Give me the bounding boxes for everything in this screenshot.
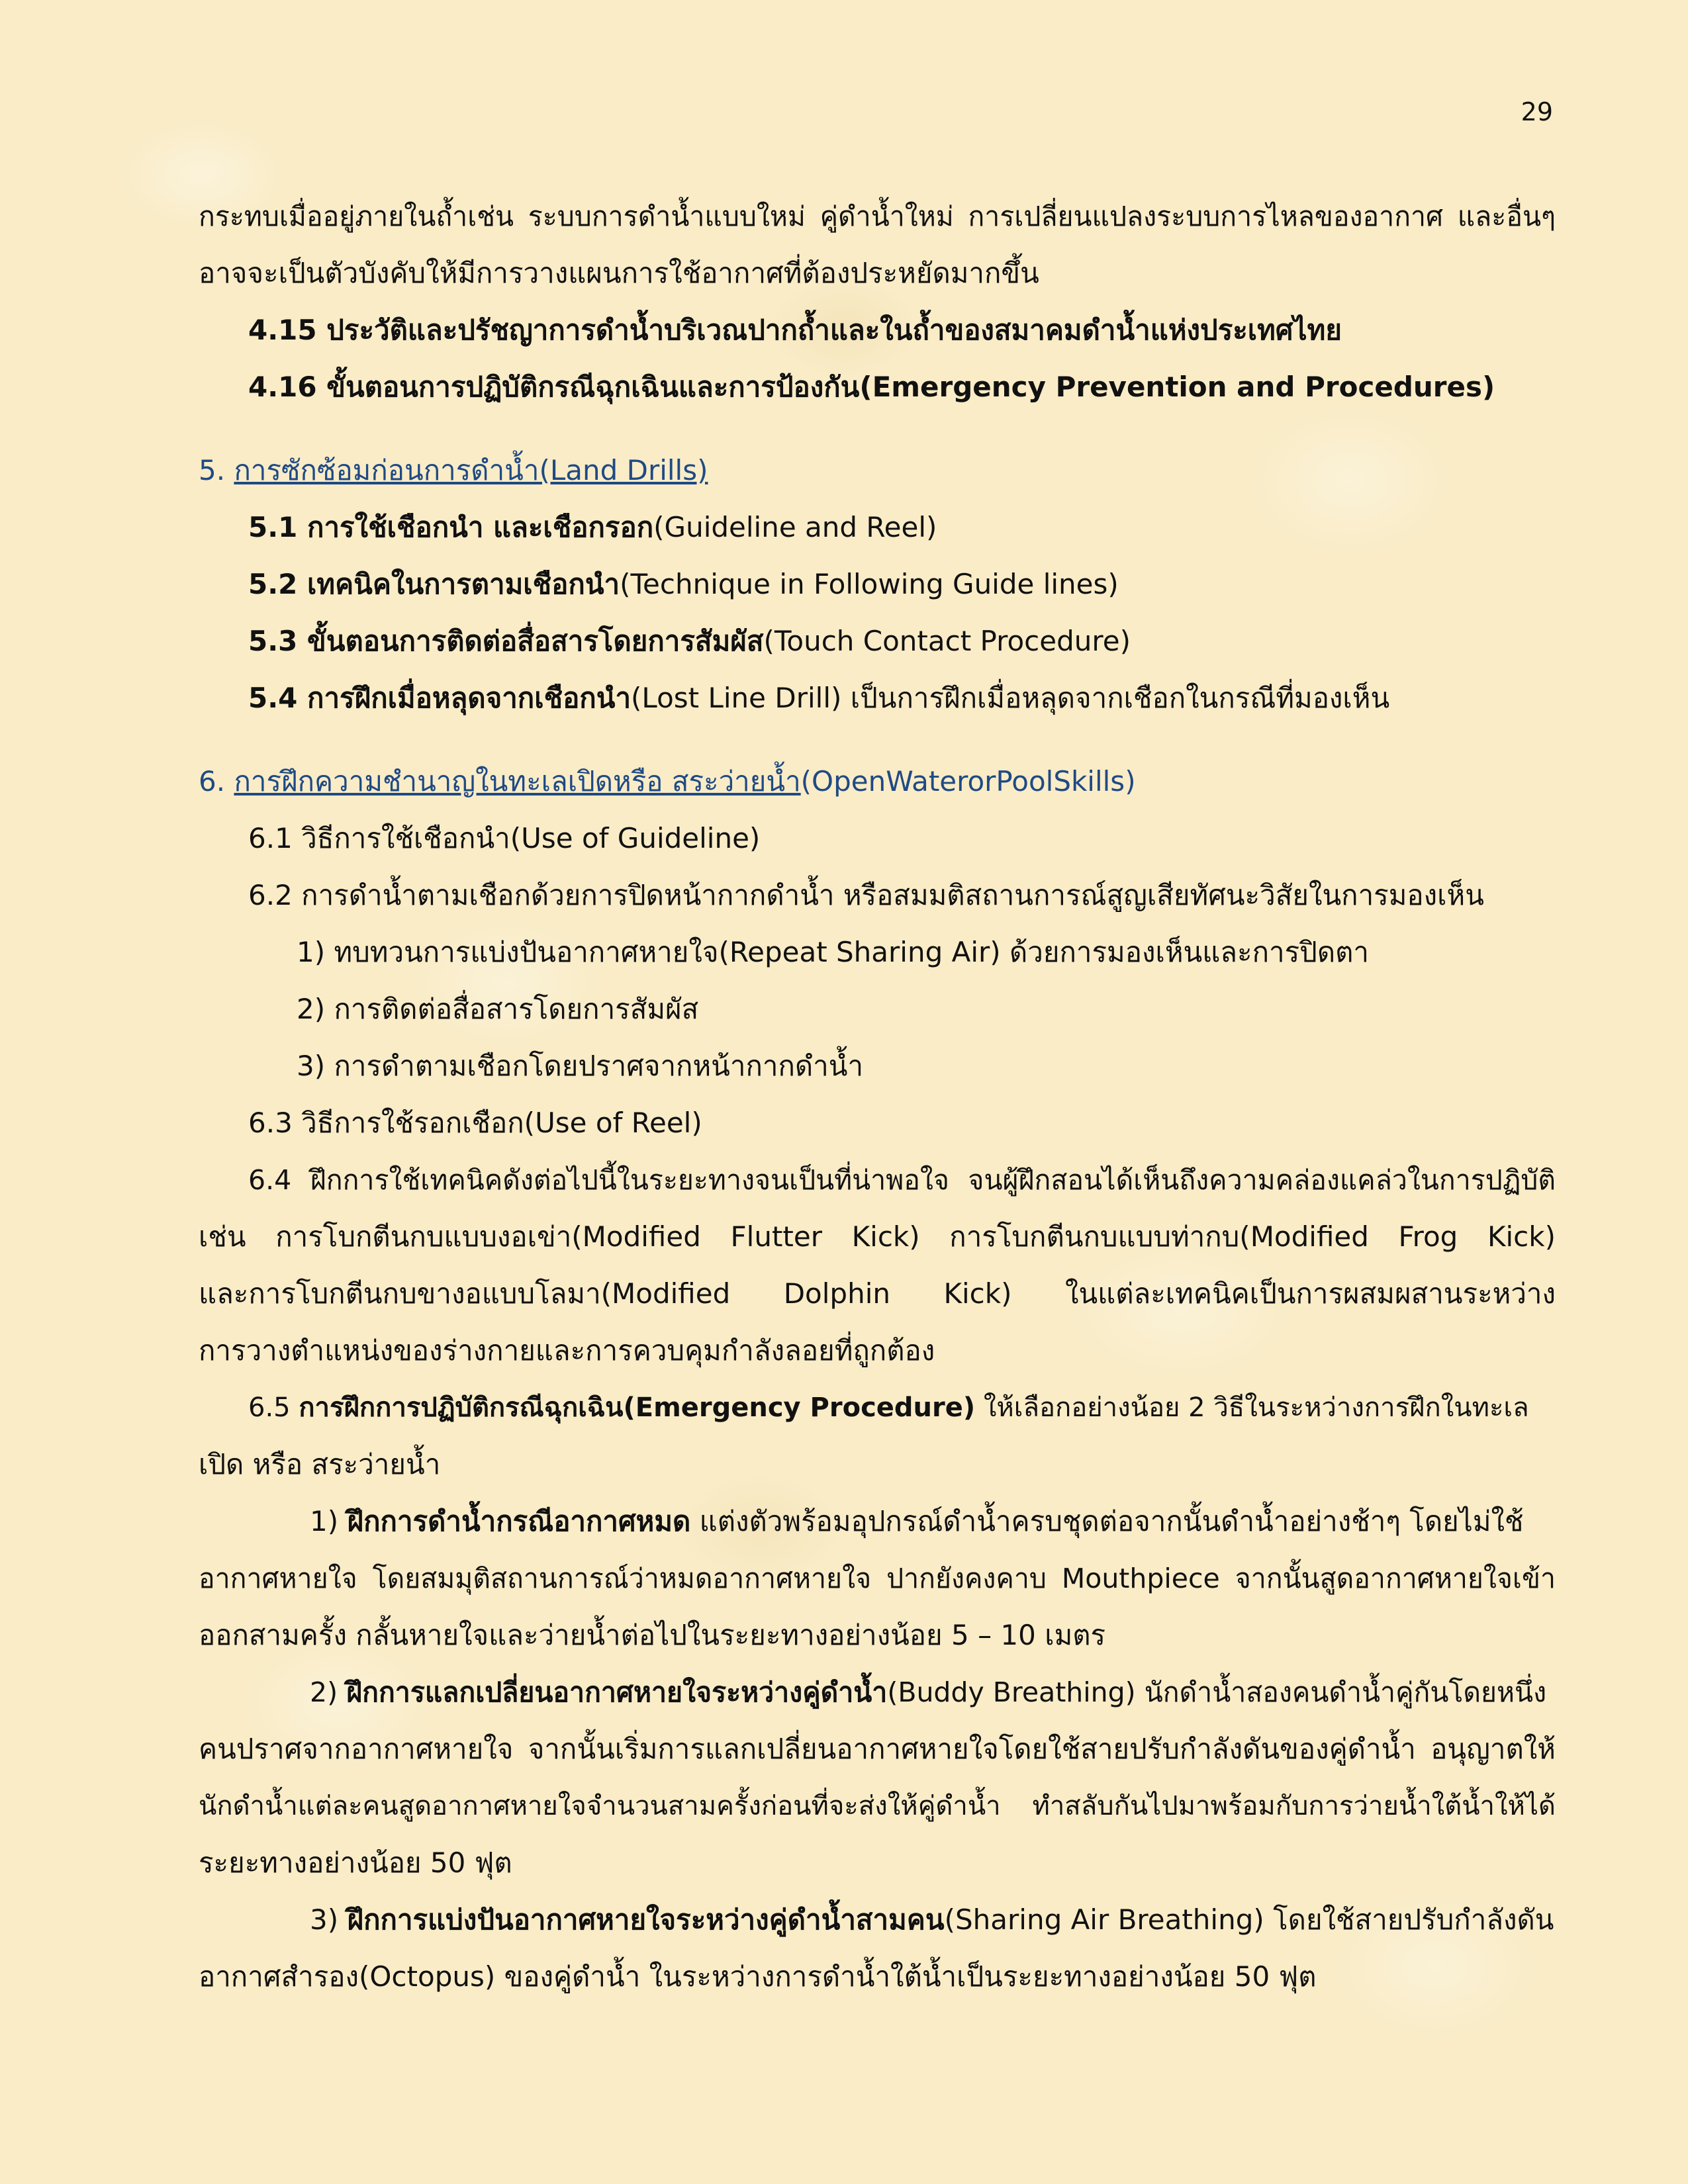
paragraph-line: เปิด หรือ สระว่ายน้ำ — [199, 1448, 441, 1480]
sub-item: 3) การดำตามเชือกโดยปราศจากหน้ากากดำน้ำ — [297, 1050, 864, 1082]
page-number: 29 — [1521, 97, 1553, 126]
section-5-title: การซักซ้อมก่อนการดำน้ำ(Land Drills) — [234, 454, 708, 486]
paragraph-line: อากาศหายใจ โดยสมมุติสถานการณ์ว่าหมดอากาศหายใจ ปากยังคงคาบ Mouthpiece จากนั้นสูดอากาศหายใจเข้า — [199, 1563, 1556, 1594]
paragraph-line: คนปราศจากอากาศหายใจ จากนั้นเริ่มการแลกเปลี่ยนอากาศหายใจโดยใช้สายปรับกำลังดันของคู่ดำน้ำ อนุญาตให้ — [199, 1733, 1556, 1765]
sub-item-1 — [199, 1493, 1556, 1550]
item-text: ให้เลือกอย่างน้อย 2 วิธีในระหว่างการฝึกในทะเล — [975, 1392, 1529, 1423]
item-text: แต่งตัวพร้อมอุปกรณ์ดำน้ำครบชุดต่อจากนั้นดำน้ำอย่างช้าๆ โดยไม่ใช้ — [690, 1505, 1524, 1537]
paragraph-line: อากาศสำรอง(Octopus) ของคู่ดำน้ำ ในระหว่างการดำน้ำใต้น้ำเป็นระยะทางอย่างน้อย 50 ฟุต — [199, 1960, 1317, 1993]
item-number: 3) — [310, 1903, 348, 1936]
heading-4-15: 4.15 ประวัติและปรัชญาการดำน้ำบริเวณปากถ้ำและในถ้ำของสมาคมดำน้ำแห่งประเทศไทย — [248, 314, 1342, 346]
list-item-5-3 — [199, 613, 1556, 670]
paragraph-line: การวางตำแหน่งของร่างกายและการควบคุมกำลังลอยที่ถูกต้อง — [199, 1334, 935, 1367]
heading-4-16: 4.16 ขั้นตอนการปฏิบัติกรณีฉุกเฉินและการป้องกัน(Emergency Prevention and Procedures) — [248, 371, 1495, 403]
list-item-6-1: 6.1 วิธีการใช้เชือกนำ(Use of Guideline) — [248, 822, 761, 854]
list-item-5-1 — [199, 499, 1556, 556]
sub-item-2 — [199, 1664, 1556, 1721]
item-number: 1) — [310, 1505, 348, 1537]
list-item-6-5 — [199, 1379, 1556, 1436]
sub-item: 1) ทบทวนการแบ่งปันอากาศหายใจ(Repeat Sharing Air) ด้วยการมองเห็นและการปิดตา — [297, 936, 1369, 968]
paragraph-line: ระยะทางอย่างน้อย 50 ฟุต — [199, 1846, 512, 1879]
item-number: 2) — [310, 1676, 347, 1708]
item-title: ฝึกการแลกเปลี่ยนอากาศหายใจระหว่างคู่ดำน้ำ — [346, 1676, 888, 1708]
item-title: 5.1 การใช้เชือกนำ และเชือกรอก — [248, 511, 654, 543]
item-title: ฝึกการดำน้ำกรณีอากาศหมด — [347, 1505, 691, 1537]
item-text: (Sharing Air Breathing) โดยใช้สายปรับกำลังดัน — [944, 1903, 1554, 1936]
item-text: (Lost Line Drill) เป็นการฝึกเมื่อหลุดจากเชือกในกรณีที่มองเห็น — [631, 682, 1390, 714]
document-body — [199, 188, 1556, 2005]
paragraph-line: ออกสามครั้ง กลั้นหายใจและว่ายน้ำต่อไปในระยะทางอย่างน้อย 5 – 10 เมตร — [199, 1619, 1106, 1651]
list-item-6-3: 6.3 วิธีการใช้รอกเชือก(Use of Reel) — [248, 1107, 702, 1139]
item-title: การฝึกการปฏิบัติกรณีฉุกเฉิน(Emergency Procedure) — [299, 1392, 976, 1423]
item-text: (Touch Contact Procedure) — [763, 625, 1131, 657]
item-title: 5.3 ขั้นตอนการติดต่อสื่อสารโดยการสัมผัส — [248, 625, 764, 657]
item-text: (Technique in Following Guide lines) — [620, 568, 1119, 600]
item-number: 6.5 — [248, 1392, 299, 1423]
sub-item: 2) การติดต่อสื่อสารโดยการสัมผัส — [297, 993, 699, 1025]
section-5-number: 5. — [199, 454, 234, 486]
item-text: (Guideline and Reel) — [653, 511, 937, 543]
list-item-6-4: 6.4 ฝึกการใช้เทคนิคดังต่อไปนี้ในระยะทางจนเป็นที่น่าพอใจ จนผู้ฝึกสอนได้เห็นถึงความคล่องแคล่วในการปฏิบัติ — [248, 1164, 1556, 1196]
list-item-6-2: 6.2 การดำน้ำตามเชือกด้วยการปิดหน้ากากดำน้ำ หรือสมมติสถานการณ์สูญเสียทัศนะวิสัยในการมองเห็น — [248, 879, 1484, 911]
section-6-number: 6. — [199, 765, 234, 797]
sub-item-3 — [199, 1891, 1556, 1948]
paragraph-line: นักดำน้ำแต่ละคนสูดอากาศหายใจจำนวนสามครั้งก่อนที่จะส่งให้คู่ดำน้ำ ทำสลับกันไปมาพร้อมกับการว่ายน้ำใต้น้ำให้ได้ — [199, 1791, 1556, 1821]
section-6-title-en: (OpenWaterorPoolSkills) — [800, 765, 1136, 797]
item-title: 5.2 เทคนิคในการตามเชือกนำ — [248, 568, 620, 600]
paragraph-line: อาจจะเป็นตัวบังคับให้มีการวางแผนการใช้อากาศที่ต้องประหยัดมากขึ้น — [199, 257, 1039, 289]
item-title: ฝึกการแบ่งปันอากาศหายใจระหว่างคู่ดำน้ำสามคน — [347, 1903, 945, 1936]
paragraph-line: กระทบเมื่ออยู่ภายในถ้ำเช่น ระบบการดำน้ำแบบใหม่ คู่ดำน้ำใหม่ การเปลี่ยนแปลงระบบการไหลของอากาศ และอื่นๆ — [199, 201, 1556, 232]
list-item-5-4 — [199, 670, 1556, 727]
item-title: 5.4 การฝึกเมื่อหลุดจากเชือกนำ — [248, 682, 632, 714]
section-5-heading — [199, 442, 1556, 499]
section-6-heading — [199, 753, 1556, 810]
list-item-5-2 — [199, 556, 1556, 613]
section-6-title: การฝึกความชำนาญในทะเลเปิดหรือ สระว่ายน้ำ — [234, 765, 801, 797]
paragraph-line: เช่น การโบกตีนกบแบบงอเข่า(Modified Flutter Kick) การโบกตีนกบแบบท่ากบ(Modified Frog Kick) — [199, 1220, 1556, 1253]
item-text: (Buddy Breathing) นักดำน้ำสองคนดำน้ำคู่กันโดยหนึ่ง — [887, 1676, 1547, 1708]
paragraph-line: และการโบกตีนกบขางอแบบโลมา(Modified Dolphin Kick) ในแต่ละเทคนิคเป็นการผสมผสานระหว่าง — [199, 1277, 1556, 1310]
